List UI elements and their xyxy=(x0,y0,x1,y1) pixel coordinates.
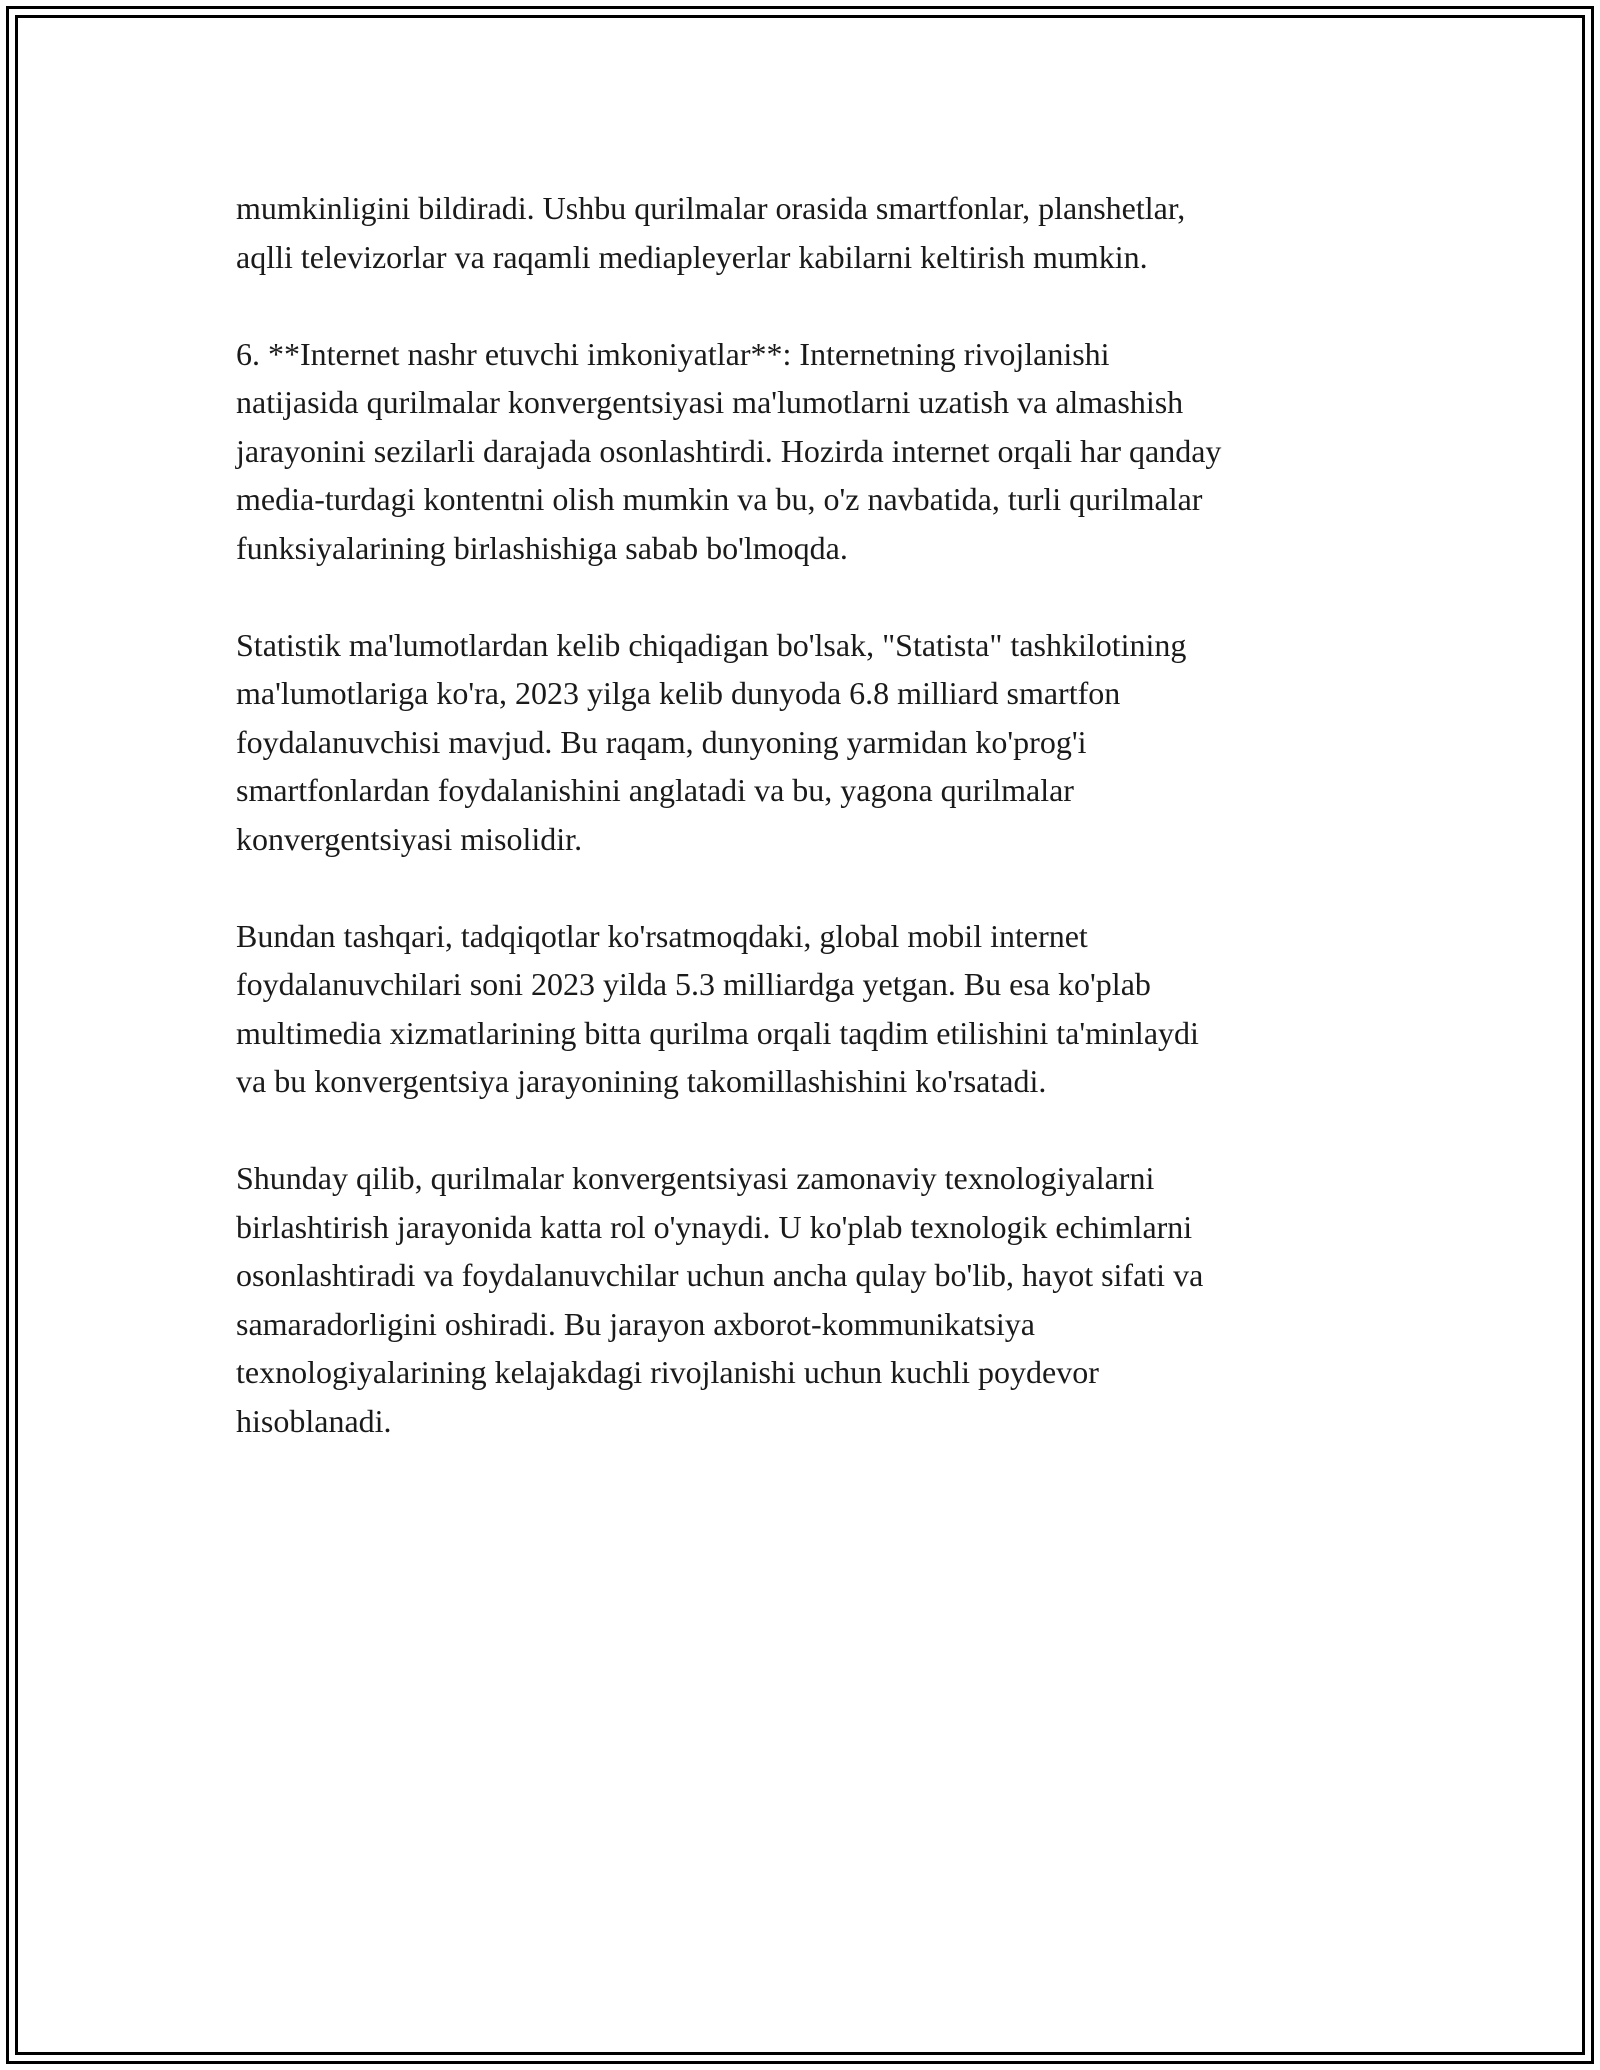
paragraph-mobile-internet-users: Bundan tashqari, tadqiqotlar ko'rsatmoqdaki, global mobil internet foydalanuvchilari soni 2023 yilda 5.3 milliardga yetgan. Bu esa ko'plab multimedia xizmatlarining bitta qurilma orqali taqdim etilishini ta'minlaydi va bu konvergentsiya jarayonining takomillashishini ko'rsatadi. xyxy=(236,917,1199,1099)
paragraph-internet-publishing: 6. **Internet nashr etuvchi imkoniyatlar**: Internetning rivojlanishi natijasida qurilmalar konvergentsiyasi ma'lumotlarni uzatish va almashish jarayonini sezilarli darajada osonlashtirdi. Hozirda internet orqali har qanday media-turdagi kontentni olish mumkin va bu, o'z navbatida, turli qurilmalar funksiyalarining birlashishiga sabab bo'lmoqda. xyxy=(236,335,1222,566)
document-body xyxy=(236,184,1376,1494)
paragraph-conclusion: Shunday qilib, qurilmalar konvergentsiyasi zamonaviy texnologiyalarni birlashtirish jarayonida katta rol o'ynaydi. U ko'plab texnologik echimlarni osonlashtiradi va foydalanuvchilar uchun ancha qulay bo'lib, hayot sifati va samaradorligini oshiradi. Bu jarayon axborot-kommunikatsiya texnologiyalarining kelajakdagi rivojlanishi uchun kuchli poydevor hisoblanadi. xyxy=(236,1160,1204,1439)
paragraph-smartphone-statistics: Statistik ma'lumotlardan kelib chiqadigan bo'lsak, "Statista" tashkilotining ma'lumotlariga ko'ra, 2023 yilga kelib dunyoda 6.8 milliard smartfon foydalanuvchisi mavjud. Bu raqam, dunyoning yarmidan ko'prog'i smartfonlardan foydalanishini anglatadi va bu, yagona qurilmalar konvergentsiyasi misolidir. xyxy=(236,626,1187,857)
paragraph-device-examples: mumkinligini bildiradi. Ushbu qurilmalar orasida smartfonlar, planshetlar, aqlli televizorlar va raqamli mediapleyerlar kabilarni keltirish mumkin. xyxy=(236,190,1186,275)
